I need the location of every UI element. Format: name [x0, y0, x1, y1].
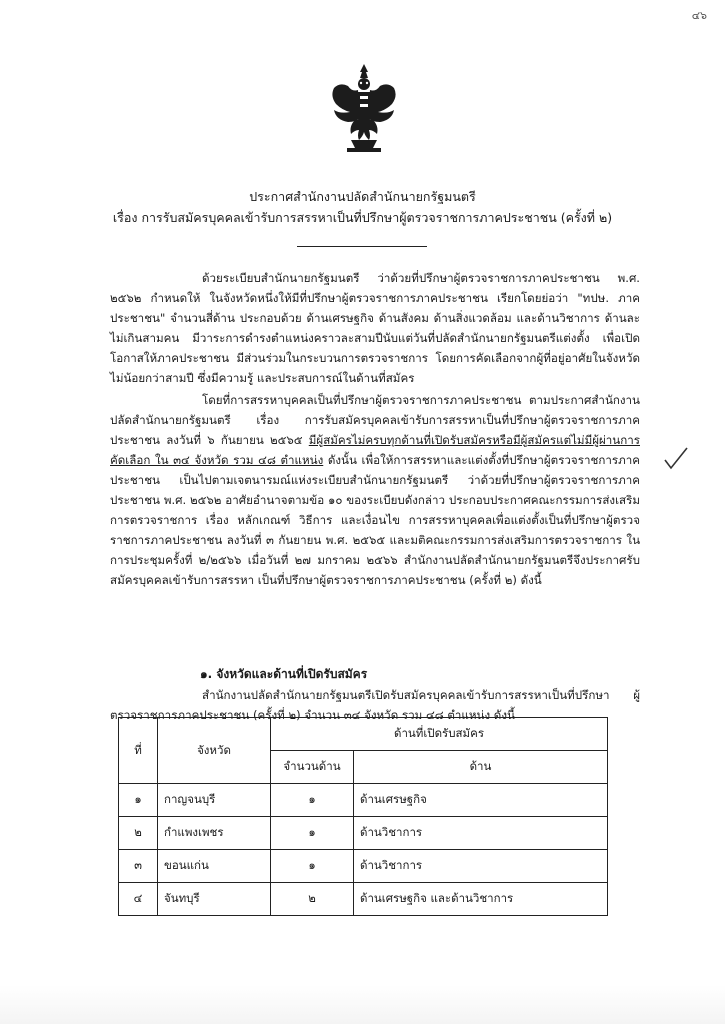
page-number: ๔๖ [691, 9, 707, 22]
paragraph-1-text: ด้วยระเบียบสำนักนายกรัฐมนตรี ว่าด้วยที่ปรึกษาผู้ตรวจราชการภาคประชาชน พ.ศ. ๒๕๖๒ กำหนดให้ ในจังหวัดหนึ่งให้มีที่ปรึกษาผู้ตรวจราชการภาคประชาชน เรียกโดยย่อว่า "ทปษ. ภาคประชาชน" จำนวนสี่ด้าน ประกอบด้วย ด้านเศรษฐกิจ ด้านสังคม ด้านสิ่งแวดล้อม และด้านวิชาการ ด้านละไม่เกินสามคน มีวาระการดำรงตำแหน่งคราวละสามปีนับแต่วันที่ปลัดสำนักนายกรัฐมนตรีแต่งตั้ง เพื่อเปิดโอกาสให้ภาคประชาชน มีส่วนร่วมในกระบวนการตรวจราชการ โดยการคัดเลือกจากผู้ที่อยู่อาศัยในจังหวัดไม่น้อยกว่าสามปี ซึ่งมีความรู้ และประสบการณ์ในด้านที่สมัคร [110, 271, 640, 385]
cell-no: ๒ [119, 817, 158, 850]
cell-count: ๑ [271, 817, 354, 850]
announcement-header [0, 186, 725, 228]
table-row [119, 817, 608, 850]
cell-province: ขอนแก่น [158, 850, 271, 883]
section-1-intro-text: สำนักงานปลัดสำนักนายกรัฐมนตรีเปิดรับสมัครบุคคลเข้ารับการสรรหาเป็นที่ปรึกษา ผู้ตรวจราชการภาคประชาชน (ครั้งที่ ๒) จำนวน ๓๔ จังหวัด รวม ๔๘ ตำแหน่ง ดังนี้ [110, 688, 640, 722]
paragraph-1 [110, 268, 640, 388]
header-line-1: ประกาศสำนักงานปลัดสำนักนายกรัฐมนตรี [249, 189, 476, 204]
cell-no: ๑ [119, 784, 158, 817]
cell-no: ๔ [119, 883, 158, 916]
section-1-heading: ๑. จังหวัดและด้านที่เปิดรับสมัคร [200, 667, 368, 681]
col-header-count: จำนวนด้าน [271, 751, 354, 784]
cell-province: กาญจนบุรี [158, 784, 271, 817]
cell-province: กำแพงเพชร [158, 817, 271, 850]
paragraph-2-before: โดยที่การสรรหาบุคคลเป็นที่ปรึกษาผู้ตรวจราชการภาคประชาชน ตามประกาศสำนักงานปลัดสำนักนายกรัฐมนตรี เรื่อง การรับสมัครบุคคลเข้ารับการสรรหาเป็นที่ปรึกษาผู้ตรวจราชการภาคประชาชน ลงวันที่ ๖ กันยายน ๒๕๖๕ [110, 393, 640, 447]
cell-province: จันทบุรี [158, 883, 271, 916]
table-row [119, 883, 608, 916]
col-header-group: ด้านที่เปิดรับสมัคร [271, 718, 608, 751]
province-table [118, 717, 608, 916]
cell-area: ด้านเศรษฐกิจ และด้านวิชาการ [354, 883, 608, 916]
checkmark-icon [662, 446, 690, 472]
col-header-no: ที่ [119, 718, 158, 784]
table-row [119, 784, 608, 817]
cell-area: ด้านเศรษฐกิจ [354, 784, 608, 817]
cell-area: ด้านวิชาการ [354, 850, 608, 883]
scan-bottom-edge [0, 985, 725, 1024]
table-row [119, 850, 608, 883]
cell-count: ๑ [271, 850, 354, 883]
cell-count: ๒ [271, 883, 354, 916]
cell-area: ด้านวิชาการ [354, 817, 608, 850]
col-header-area: ด้าน [354, 751, 608, 784]
paragraph-2 [110, 390, 640, 590]
col-header-province: จังหวัด [158, 718, 271, 784]
garuda-emblem-icon [325, 62, 403, 154]
header-line-2: เรื่อง การรับสมัครบุคคลเข้ารับการสรรหาเป็นที่ปรึกษาผู้ตรวจราชการภาคประชาชน (ครั้งที่ ๒) [112, 210, 613, 225]
paragraph-2-after: ดังนั้น เพื่อให้การสรรหาและแต่งตั้งที่ปรึกษาผู้ตรวจราชการภาคประชาชน เป็นไปตามเจตนารมณ์แห่งระเบียบสำนักนายกรัฐมนตรี ว่าด้วยที่ปรึกษาผู้ตรวจราชการภาคประชาชน พ.ศ. ๒๕๖๒ อาศัยอำนาจตามข้อ ๑๐ ของระเบียบดังกล่าว ประกอบประกาศคณะกรรมการส่งเสริมการตรวจราชการ เรื่อง หลักเกณฑ์ วิธีการ และเงื่อนไข การสรรหาบุคคลเพื่อแต่งตั้งเป็นที่ปรึกษาผู้ตรวจราชการภาคประชาชน ลงวันที่ ๓ กันยายน พ.ศ. ๒๕๖๕ และมติคณะกรรมการส่งเสริมการตรวจราชการ ในการประชุมครั้งที่ ๒/๒๕๖๖ เมื่อวันที่ ๒๗ มกราคม ๒๕๖๖ สำนักงานปลัดสำนักนายกรัฐมนตรีจึงประกาศรับสมัครบุคคลเข้ารับการสรรหา เป็นที่ปรึกษาผู้ตรวจราชการภาคประชาชน (ครั้งที่ ๒) ดังนี้ [110, 453, 640, 587]
header-divider [297, 246, 427, 247]
cell-count: ๑ [271, 784, 354, 817]
cell-no: ๓ [119, 850, 158, 883]
paragraph-2-underlined: มีผู้สมัครไม่ครบทุกด้านที่เปิดรับสมัครหรือมีผู้สมัครแต่ไม่มีผู้ผ่านการคัดเลือก ใน ๓๔ จังหวัด รวม ๔๘ ตำแหน่ง [110, 433, 640, 467]
